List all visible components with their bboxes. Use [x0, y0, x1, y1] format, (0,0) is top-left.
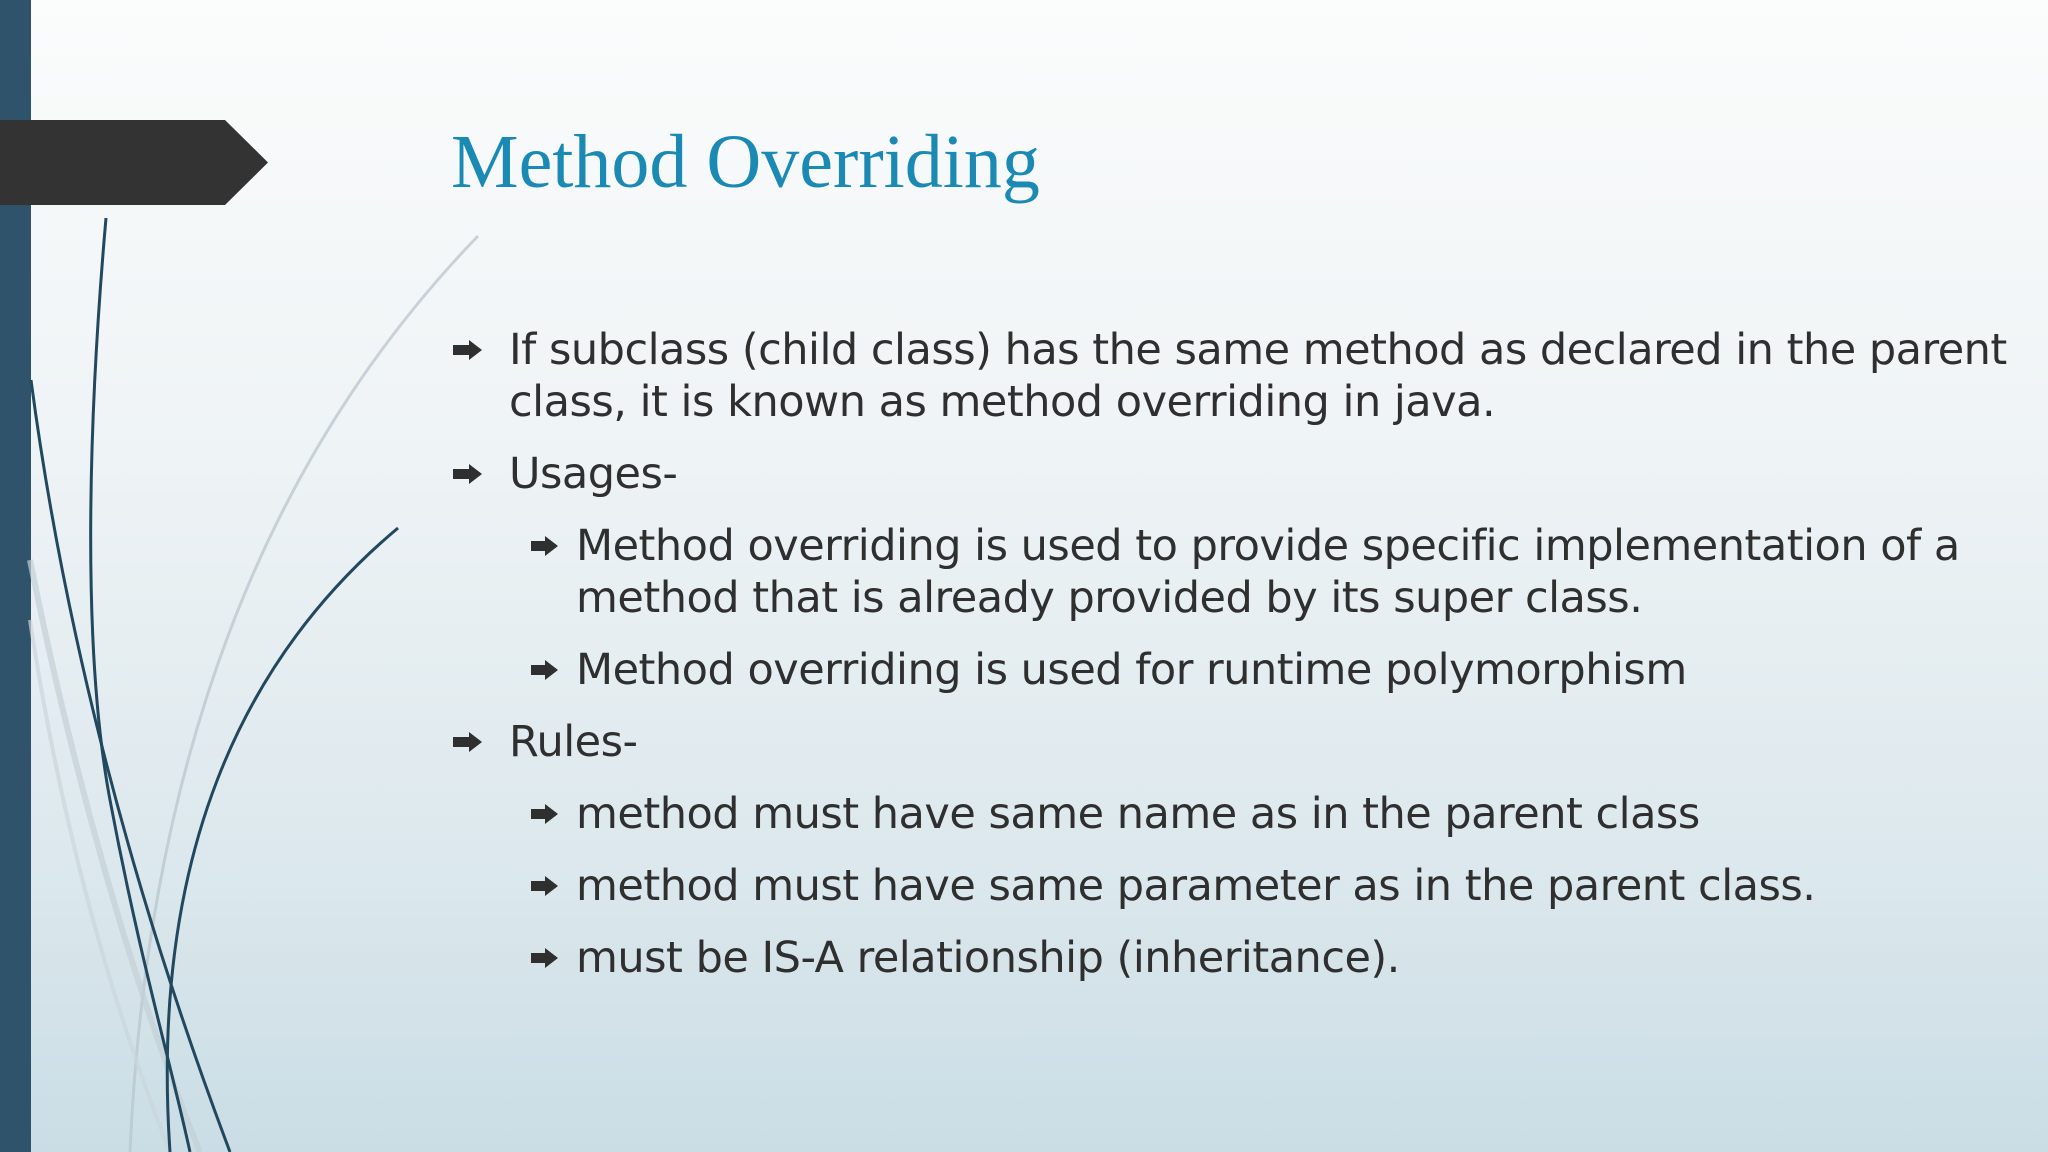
- bullet-text: Usages-: [509, 449, 678, 499]
- bullet-text: method must have same parameter as in the parent class.: [576, 861, 1816, 911]
- bullet-item-continuation: [451, 376, 1871, 428]
- bullet-text: method must have same name as in the parent class: [576, 789, 1700, 839]
- right-arrow-icon: [529, 659, 559, 681]
- bullet-text: Method overriding is used for runtime polymorphism: [576, 645, 1687, 695]
- bullet-list: [451, 324, 2007, 1004]
- right-arrow-icon: [529, 947, 559, 969]
- bullet-text: Rules-: [509, 717, 638, 767]
- slide-title: Method Overriding: [451, 120, 1040, 204]
- right-arrow-icon: [451, 339, 483, 361]
- right-arrow-icon: [451, 463, 483, 485]
- sub-bullet-item: [529, 644, 1871, 696]
- sub-bullet-item-continuation: [529, 572, 1871, 624]
- sub-bullet-item: [529, 860, 1871, 912]
- bullet-text: class, it is known as method overriding in java.: [509, 377, 1496, 427]
- sub-bullet-item: [529, 788, 1871, 840]
- bullet-text: method that is already provided by its super class.: [576, 573, 1643, 623]
- bullet-item: [451, 324, 2007, 376]
- right-arrow-icon: [529, 875, 559, 897]
- title-tab-shape: [0, 120, 268, 205]
- sub-bullet-item: [529, 520, 1960, 572]
- bullet-text: must be IS-A relationship (inheritance).: [576, 933, 1400, 983]
- right-arrow-icon: [529, 535, 559, 557]
- right-arrow-icon: [529, 803, 559, 825]
- bullet-item: [451, 716, 1871, 768]
- bullet-text: If subclass (child class) has the same method as declared in the parent: [509, 325, 2007, 375]
- bullet-text: Method overriding is used to provide specific implementation of a: [576, 521, 1960, 571]
- sub-bullet-item: [529, 932, 1871, 984]
- right-arrow-icon: [451, 731, 483, 753]
- bullet-item: [451, 448, 1871, 500]
